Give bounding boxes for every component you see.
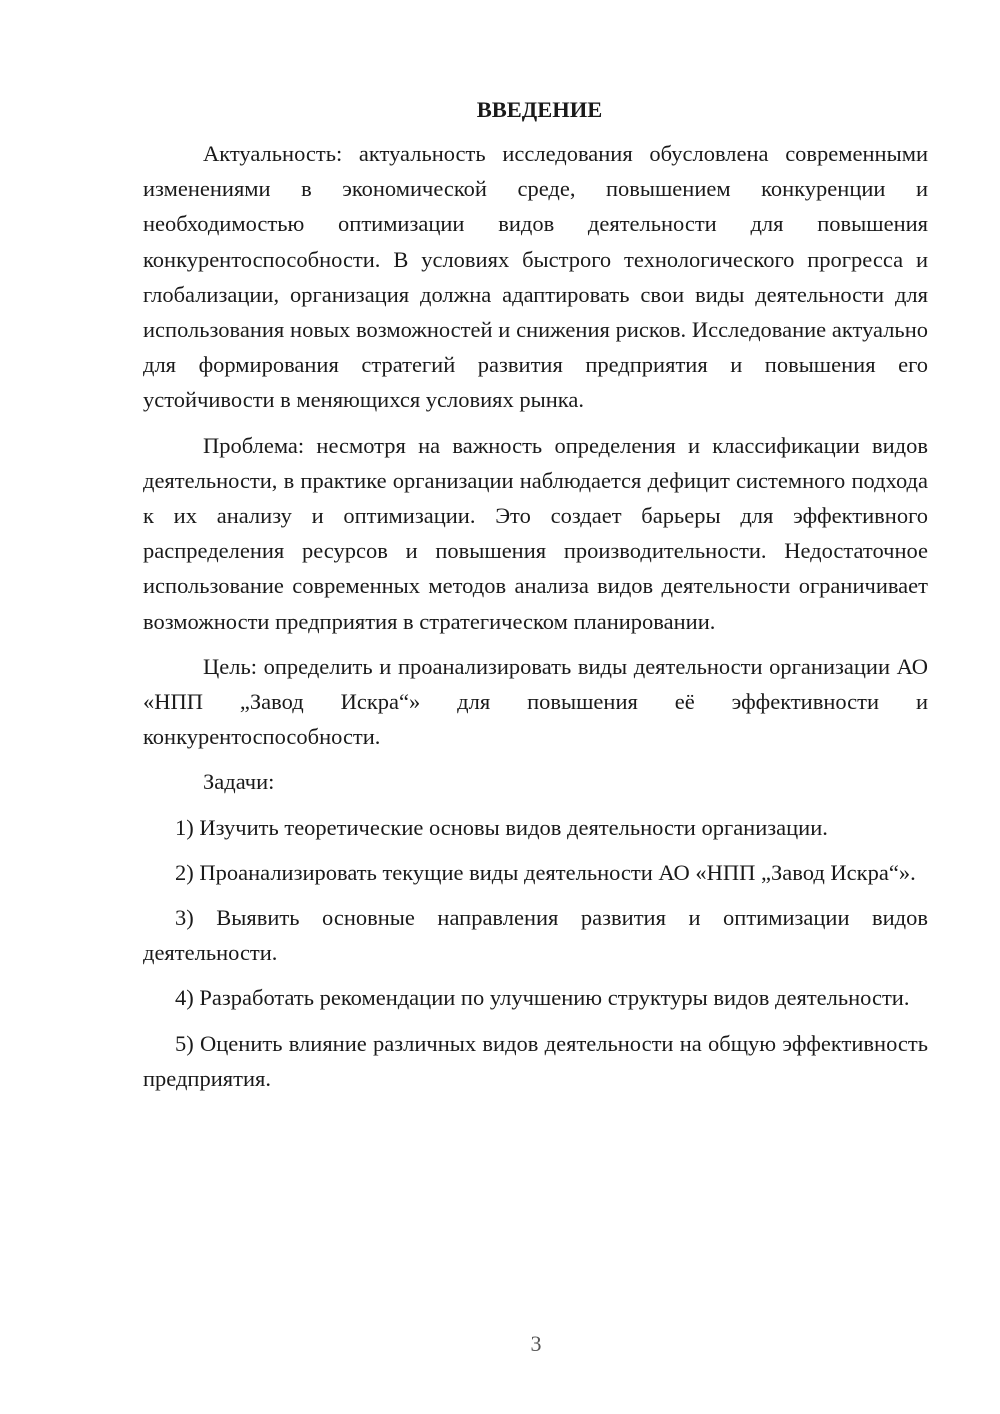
page-number: 3 xyxy=(530,1331,542,1356)
paragraph-problem: Проблема: несмотря на важность определения и классификации видов деятельности, в практике организации наблюдается дефицит системного подхода к их анализу и оптимизации. Это создает барьеры для эффективного распределения ресурсов и повышения производительности. Недостаточное использование современных методов анализа видов деятельности ограничивает возможности предприятия в стратегическом планировании. xyxy=(143,432,928,634)
paragraph-relevance: Актуальность: актуальность исследования обусловлена современными изменениями в экономической среде, повышением конкуренции и необходимостью оптимизации видов деятельности для повышения конкурентоспособности. В условиях быстрого технологического прогресса и глобализации, организация должна адаптировать свои виды деятельности для использования новых возможностей и снижения рисков. Исследование актуально для формирования стратегий развития предприятия и повышения его устойчивости в меняющихся условиях рынка. xyxy=(143,141,928,413)
document-body xyxy=(143,92,928,1106)
task-item-4: 4) Разработать рекомендации по улучшению структуры видов деятельности. xyxy=(175,985,910,1011)
task-item-1: 1) Изучить теоретические основы видов деятельности организации. xyxy=(175,814,828,840)
task-item-2: 2) Проанализировать текущие виды деятельности АО «НПП „Завод Искра“». xyxy=(175,859,916,885)
tasks-heading: Задачи: xyxy=(203,769,275,795)
task-item-5: 5) Оценить влияние различных видов деятельности на общую эффективность предприятия. xyxy=(143,1030,928,1091)
section-title: ВВЕДЕНИЕ xyxy=(476,97,603,122)
task-item-3: 3) Выявить основные направления развития и оптимизации видов деятельности. xyxy=(143,905,928,966)
paragraph-goal: Цель: определить и проанализировать виды деятельности организации АО «НПП „Завод Искра“» для повышения её эффективности и конкурентоспособности. xyxy=(143,653,928,750)
